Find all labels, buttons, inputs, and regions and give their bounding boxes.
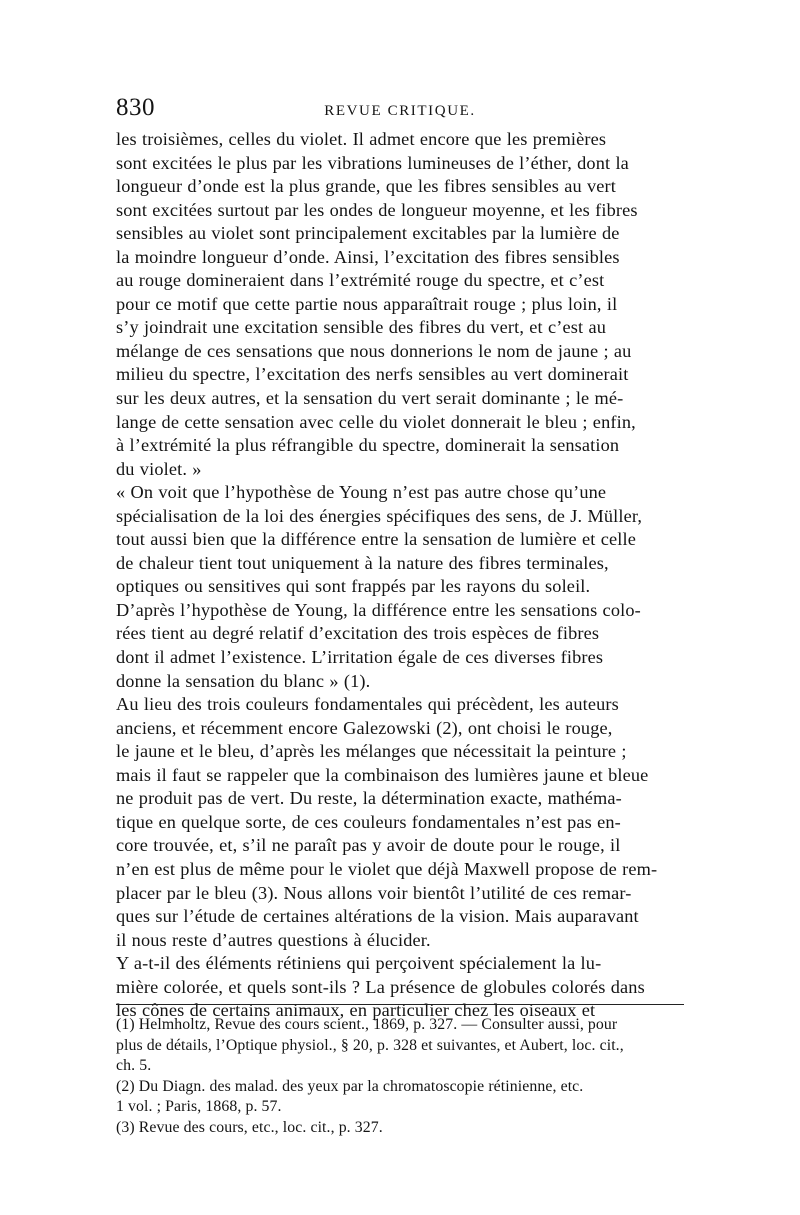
body-line: mélange de ces sensations que nous donnerions le nom de jaune ; au bbox=[116, 340, 632, 361]
footnote-line: (1) Helmholtz, Revue des cours scient., 1869, p. 327. — Consulter aussi, pour bbox=[116, 1016, 618, 1033]
body-line: il nous reste d’autres questions à élucider. bbox=[116, 929, 431, 950]
footnote-line: plus de détails, l’Optique physiol., § 20, p. 328 et suivantes, et Aubert, loc. cit., bbox=[116, 1036, 624, 1054]
body-line: D’après l’hypothèse de Young, la différence entre les sensations colo- bbox=[116, 599, 641, 620]
footnote-line: 1 vol. ; Paris, 1868, p. 57. bbox=[116, 1098, 282, 1115]
body-line: sur les deux autres, et la sensation du vert serait dominante ; le mé- bbox=[116, 388, 624, 409]
body-line: les troisièmes, celles du violet. Il admet encore que les premières bbox=[116, 129, 607, 149]
body-line: n’en est plus de même pour le violet que déjà Maxwell propose de rem- bbox=[116, 858, 658, 879]
footnote-line: ch. 5. bbox=[116, 1057, 152, 1074]
body-line: core trouvée, et, s’il ne paraît pas y avoir de doute pour le rouge, il bbox=[116, 835, 621, 856]
body-text bbox=[116, 128, 684, 1023]
body-line: à l’extrémité la plus réfrangible du spectre, dominerait la sensation bbox=[116, 435, 620, 456]
body-line: ques sur l’étude de certaines altérations de la vision. Mais auparavant bbox=[116, 906, 639, 927]
body-line: le jaune et le bleu, d’après les mélanges que nécessitait la peinture ; bbox=[116, 741, 627, 762]
body-line: sensibles au violet sont principalement excitables par la lumière de bbox=[116, 223, 620, 244]
body-line: de chaleur tient tout uniquement à la nature des fibres terminales, bbox=[116, 552, 609, 573]
body-line: rées tient au degré relatif d’excitation des trois espèces de fibres bbox=[116, 623, 600, 644]
body-line: Au lieu des trois couleurs fondamentales qui précèdent, les auteurs bbox=[116, 694, 619, 715]
body-line: anciens, et récemment encore Galezowski (2), ont choisi le rouge, bbox=[116, 717, 613, 738]
footnote-line: (2) Du Diagn. des malad. des yeux par la chromatoscopie rétinienne, etc. bbox=[116, 1077, 584, 1095]
footnotes bbox=[116, 1015, 684, 1138]
body-line: milieu du spectre, l’excitation des nerfs sensibles au vert dominerait bbox=[116, 364, 629, 385]
page-number: 830 bbox=[116, 94, 155, 121]
body-line: s’y joindrait une excitation sensible des fibres du vert, et c’est au bbox=[116, 317, 607, 338]
body-line: tique en quelque sorte, de ces couleurs fondamentales n’est pas en- bbox=[116, 811, 621, 832]
body-line: du violet. » bbox=[116, 458, 202, 479]
body-line: sont excitées le plus par les vibrations lumineuses de l’éther, dont la bbox=[116, 152, 629, 173]
body-line: lange de cette sensation avec celle du violet donnerait le bleu ; enfin, bbox=[116, 411, 636, 432]
body-line: spécialisation de la loi des énergies spécifiques des sens, de J. Müller, bbox=[116, 505, 643, 526]
body-line: mais il faut se rappeler que la combinaison des lumières jaune et bleue bbox=[116, 764, 649, 785]
body-line: dont il admet l’existence. L’irritation égale de ces diverses fibres bbox=[116, 647, 604, 668]
body-line: donne la sensation du blanc » (1). bbox=[116, 670, 371, 691]
body-line: la moindre longueur d’onde. Ainsi, l’excitation des fibres sensibles bbox=[116, 246, 620, 267]
body-line: sont excitées surtout par les ondes de longueur moyenne, et les fibres bbox=[116, 199, 638, 220]
body-line: au rouge domineraient dans l’extrémité rouge du spectre, et c’est bbox=[116, 270, 605, 291]
body-line: les cônes de certains animaux, en particulier chez les oiseaux et bbox=[116, 1000, 596, 1021]
body-line: Y a-t-il des éléments rétiniens qui perçoivent spécialement la lu- bbox=[116, 953, 602, 974]
body-line: tout aussi bien que la différence entre la sensation de lumière et celle bbox=[116, 529, 637, 550]
footnote-separator bbox=[116, 1004, 684, 1005]
body-line: placer par le bleu (3). Nous allons voir bientôt l’utilité de ces remar- bbox=[116, 882, 632, 903]
body-line: ne produit pas de vert. Du reste, la détermination exacte, mathéma- bbox=[116, 788, 622, 809]
body-line: « On voit que l’hypothèse de Young n’est pas autre chose qu’une bbox=[116, 482, 607, 503]
body-line: optiques ou sensitives qui sont frappés par les rayons du soleil. bbox=[116, 576, 591, 597]
body-line: mière colorée, et quels sont-ils ? La présence de globules colorés dans bbox=[116, 976, 645, 997]
body-line: longueur d’onde est la plus grande, que les fibres sensibles au vert bbox=[116, 176, 617, 197]
footnote-line: (3) Revue des cours, etc., loc. cit., p. 327. bbox=[116, 1118, 383, 1136]
running-head: REVUE CRITIQUE. bbox=[324, 103, 476, 119]
body-line: pour ce motif que cette partie nous apparaîtrait rouge ; plus loin, il bbox=[116, 293, 618, 314]
